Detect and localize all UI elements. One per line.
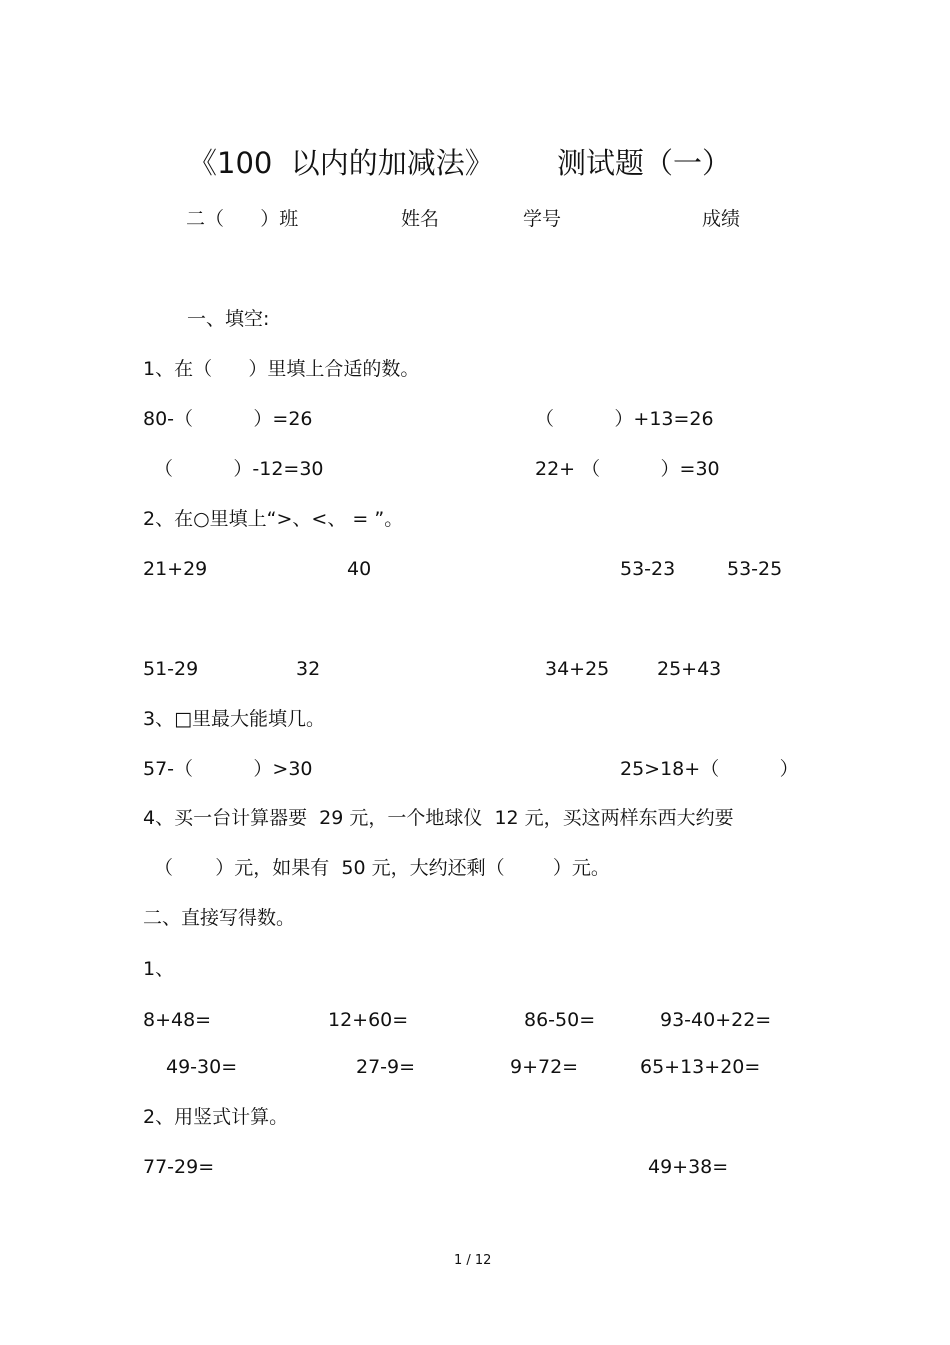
vertical-calc-item: 49+38= [648, 1156, 729, 1178]
section1-heading: 一、填空: [187, 308, 270, 330]
fill-blank-item: （ ）+13=26 [535, 408, 714, 430]
section2-heading: 二、直接写得数。 [143, 907, 296, 929]
arithmetic-item: 12+60= [328, 1009, 409, 1031]
arithmetic-item: 27-9= [356, 1056, 416, 1078]
compare-term: 53-25 [727, 558, 783, 580]
compare-term: 25+43 [657, 658, 722, 680]
arithmetic-item: 86-50= [524, 1009, 596, 1031]
compare-term: 21+29 [143, 558, 208, 580]
arithmetic-item: 9+72= [510, 1056, 579, 1078]
name-field-label: 姓名 [401, 208, 440, 230]
section2-q1-label: 1、 [143, 958, 175, 980]
compare-term: 32 [296, 658, 321, 680]
inequality-item: 57-（ ）>30 [143, 758, 313, 780]
arithmetic-item: 93-40+22= [660, 1009, 772, 1031]
arithmetic-item: 49-30= [166, 1056, 238, 1078]
student-number-field-label: 学号 [523, 208, 562, 230]
question4-text: （ ）元，如果有 50 元，大约还剩（ ）元。 [154, 857, 610, 879]
inequality-item: 25>18+（ ） [620, 758, 799, 780]
compare-term: 34+25 [545, 658, 610, 680]
arithmetic-item: 65+13+20= [640, 1056, 761, 1078]
page-title-suffix: 测试题（一） [557, 146, 732, 180]
fill-blank-item: 22+ （ ）=30 [535, 458, 720, 480]
compare-term: 40 [347, 558, 372, 580]
fill-blank-item: 80-（ ）=26 [143, 408, 313, 430]
vertical-calc-item: 77-29= [143, 1156, 215, 1178]
fill-blank-item: （ ）-12=30 [154, 458, 324, 480]
question4-text: 4、买一台计算器要 29 元，一个地球仪 12 元，买这两样东西大约要 [143, 807, 734, 829]
score-field-label: 成绩 [702, 208, 741, 230]
page-number: 1 / 12 [454, 1253, 492, 1268]
question2-label: 2、在○里填上“>、<、 = ”。 [143, 508, 404, 530]
page-title: 《100 以内的加减法》 [188, 146, 494, 180]
compare-term: 51-29 [143, 658, 199, 680]
arithmetic-item: 8+48= [143, 1009, 212, 1031]
section2-q2-label: 2、用竖式计算。 [143, 1106, 289, 1128]
class-field-label: 二（ ）班 [186, 208, 299, 230]
question3-label: 3、□里最大能填几。 [143, 708, 326, 730]
compare-term: 53-23 [620, 558, 676, 580]
question1-label: 1、在（ ）里填上合适的数。 [143, 358, 420, 380]
